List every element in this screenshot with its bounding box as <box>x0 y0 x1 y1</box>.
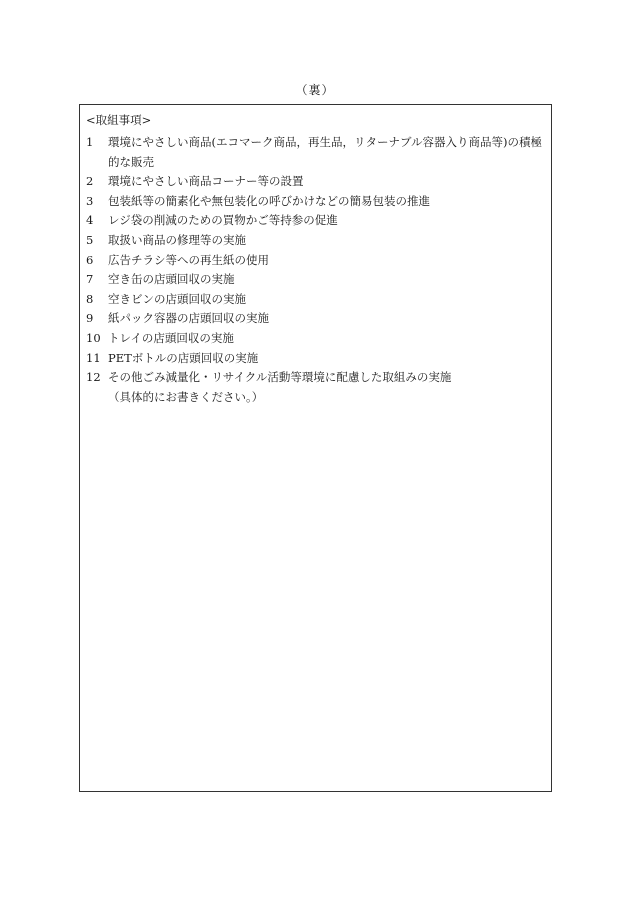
item-text: 広告チラシ等への再生紙の使用 <box>108 252 269 267</box>
item-text: トレイの店頭回収の実施 <box>108 330 234 345</box>
list-item <box>86 172 546 192</box>
list-item-note <box>86 388 546 408</box>
item-text: 環境にやさしい商品コーナー等の設置 <box>108 174 304 189</box>
item-number-spacer <box>86 388 108 408</box>
item-number: 9 <box>86 311 94 326</box>
item-number: 8 <box>86 291 94 306</box>
list-item <box>86 329 546 349</box>
item-number: 6 <box>86 252 94 267</box>
section-heading: <取組事項> <box>86 113 152 127</box>
list-item <box>86 368 546 388</box>
list-item <box>86 231 546 251</box>
item-number: 3 <box>86 193 94 208</box>
item-text: レジ袋の削減のための買物かご等持参の促進 <box>108 213 338 228</box>
item-number: 1 <box>86 135 94 149</box>
item-text: 空き缶の店頭回収の実施 <box>108 272 235 287</box>
item-text: 環境にやさしい商品(エコマーク商品，再生品，リターナブル容器入り商品等)の積極的な販売 <box>108 135 543 169</box>
list-item <box>86 251 546 271</box>
item-text: 空きビンの店頭回収の実施 <box>108 291 246 306</box>
list-item <box>86 133 546 172</box>
item-number: 11 <box>86 350 101 365</box>
item-text: その他ごみ減量化・リサイクル活動等環境に配慮した取組みの実施 <box>108 370 452 385</box>
list-item <box>86 309 546 329</box>
form-box <box>79 104 552 792</box>
list-item <box>86 270 546 290</box>
list-item <box>86 192 546 212</box>
item-text: 包装紙等の簡素化や無包装化の呼びかけなどの簡易包装の推進 <box>108 193 430 208</box>
page-side-label: （裏） <box>295 83 335 97</box>
item-number: 10 <box>86 330 101 345</box>
list-item <box>86 211 546 231</box>
item-text: 紙パック容器の店頭回収の実施 <box>108 311 269 326</box>
item-text: PETボトルの店頭回収の実施 <box>108 350 259 365</box>
item-number: 2 <box>86 174 94 189</box>
note-text: （具体的にお書きください。） <box>108 389 264 404</box>
item-number: 7 <box>86 272 94 287</box>
item-list <box>86 133 546 407</box>
item-number: 12 <box>86 370 101 385</box>
list-item <box>86 349 546 369</box>
item-number: 5 <box>86 232 94 247</box>
list-item <box>86 290 546 310</box>
item-number: 4 <box>86 213 94 228</box>
item-text: 取扱い商品の修理等の実施 <box>108 232 246 247</box>
